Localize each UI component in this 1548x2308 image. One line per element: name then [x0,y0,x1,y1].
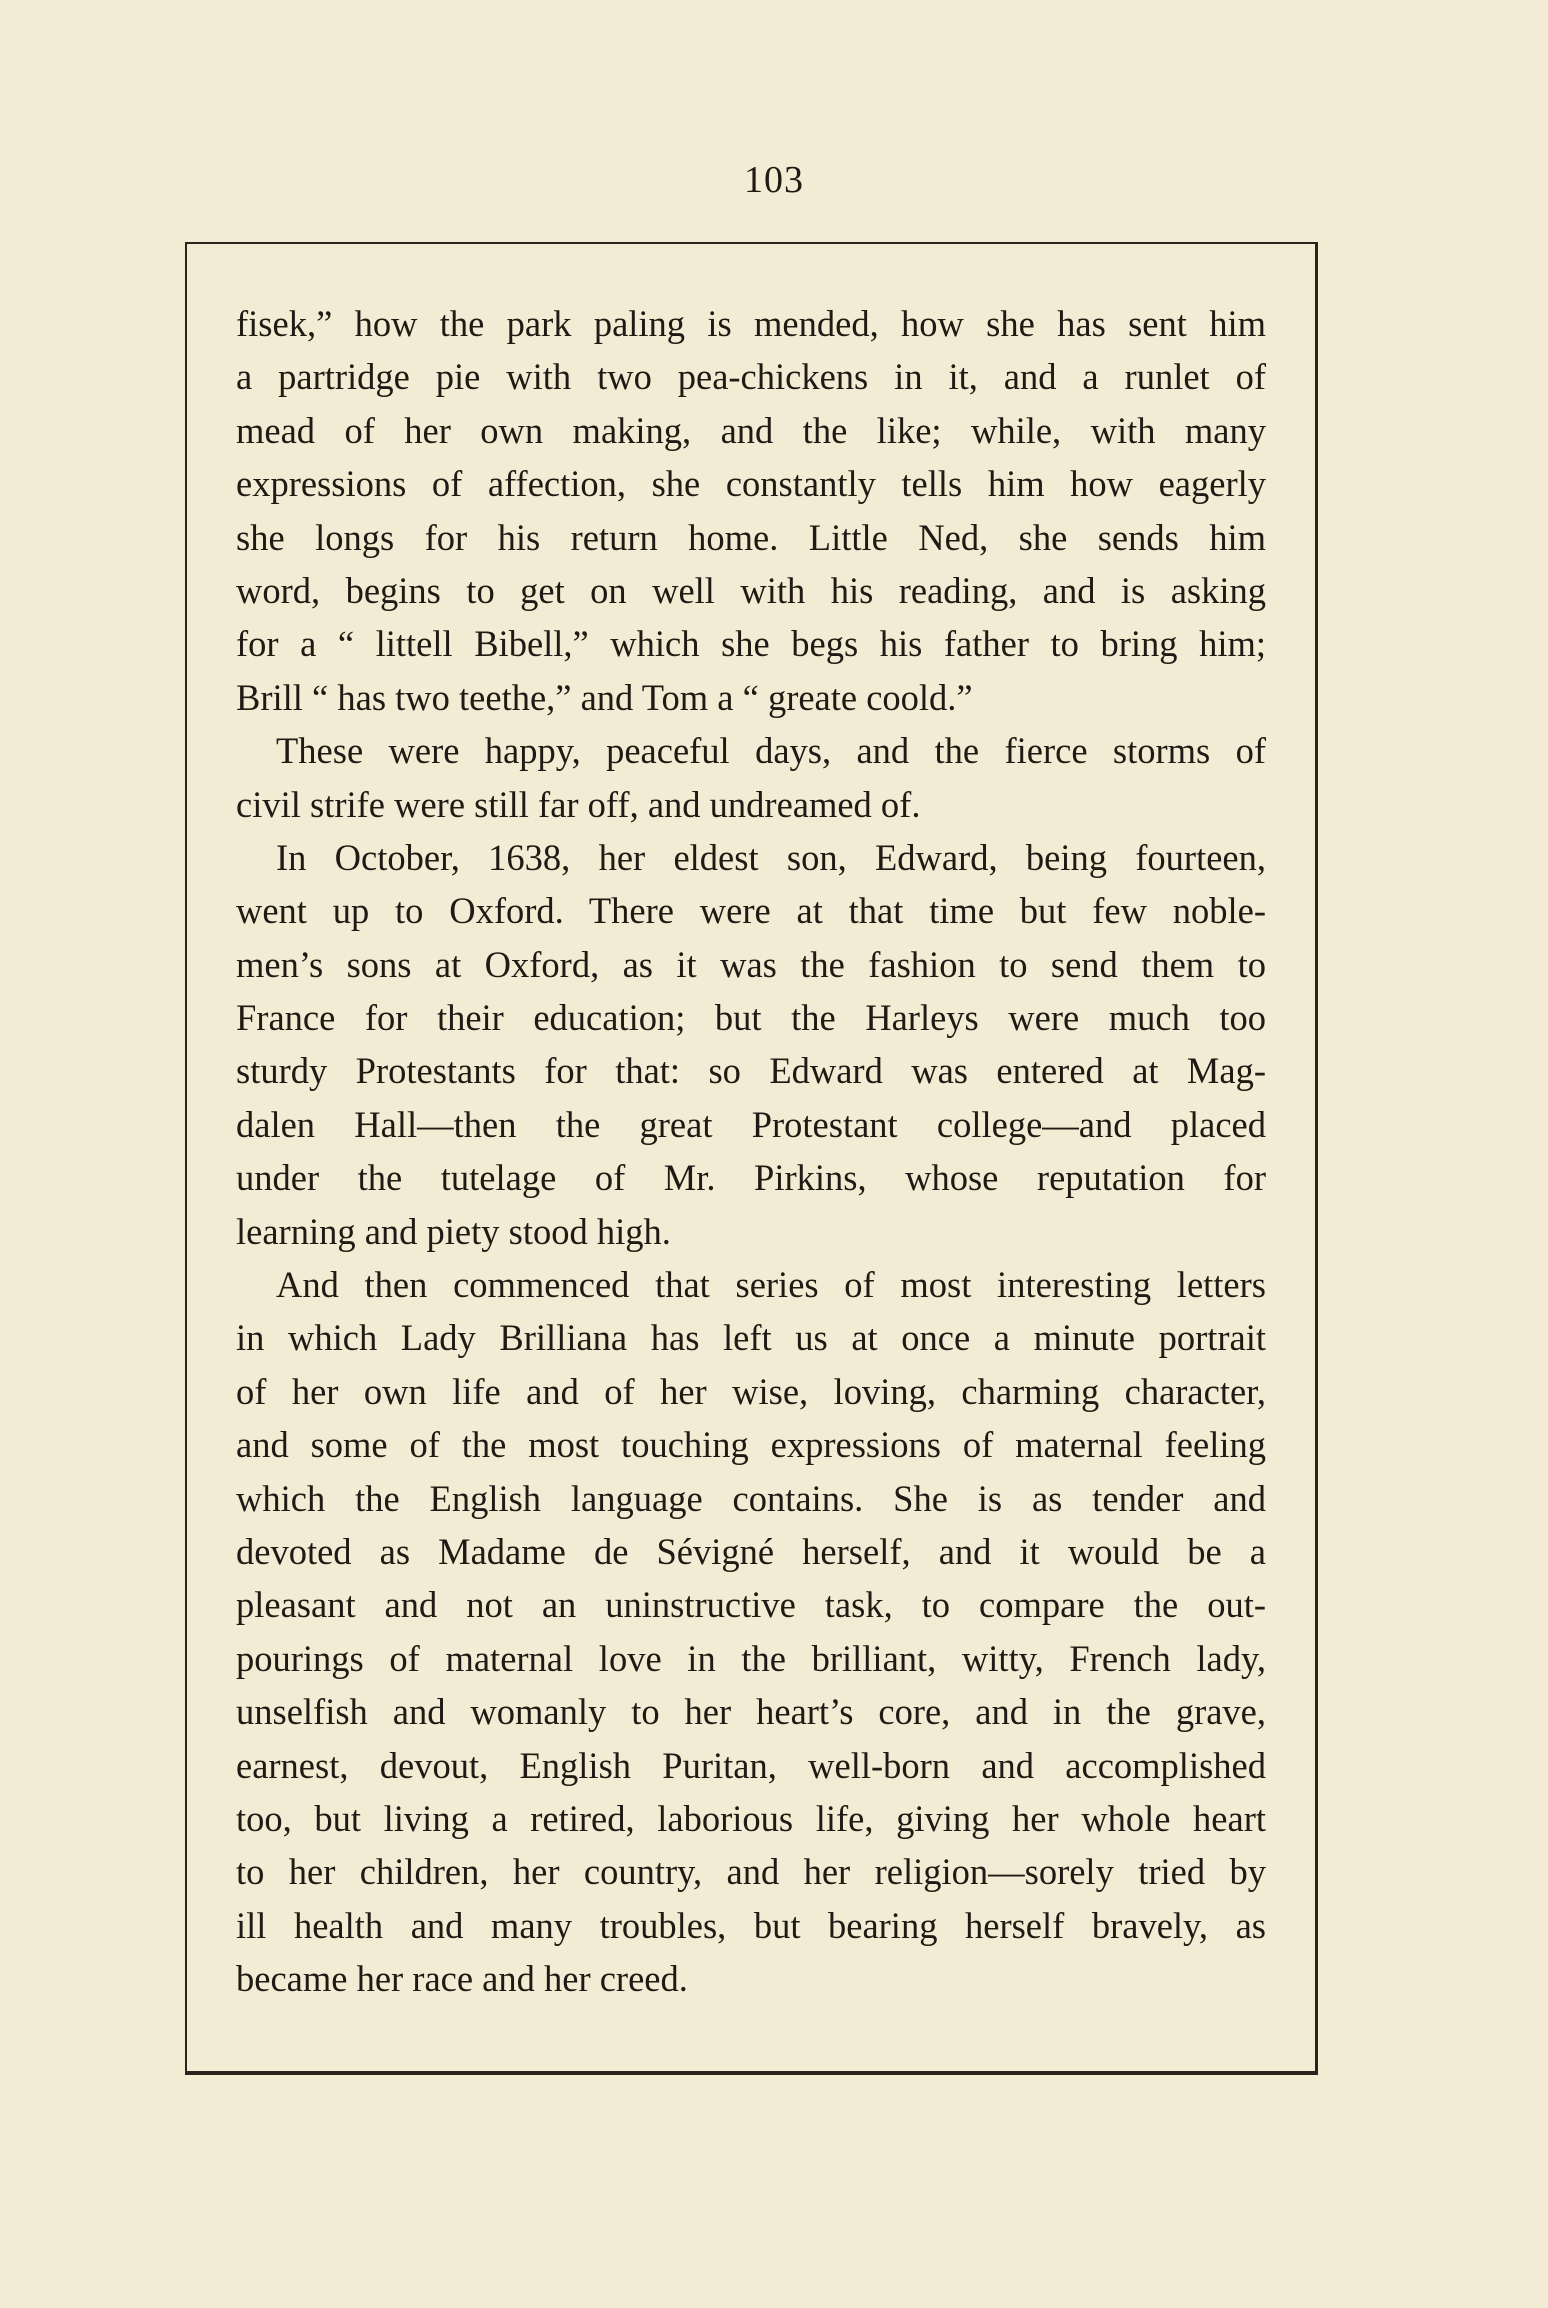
text-line: civil strife were still far off, and undreamed of. [236,783,921,825]
text-line: unselfish and womanly to her heart’s core, and in the grave, [236,1691,1266,1733]
text-line: pleasant and not an uninstructive task, to compare the out- [236,1584,1266,1626]
text-line: In October, 1638, her eldest son, Edward, being fourteen, [276,836,1266,878]
text-line: men’s sons at Oxford, as it was the fashion to send them to [236,943,1266,985]
text-line: under the tutelage of Mr. Pirkins, whose reputation for [236,1157,1266,1199]
text-line: in which Lady Brilliana has left us at once a minute portrait [236,1317,1266,1359]
text-line: for a “ littell Bibell,” which she begs his father to bring him; [236,623,1266,665]
text-line: expressions of affection, she constantly tells him how eagerly [236,463,1266,505]
text-line: France for their education; but the Harleys were much too [236,997,1266,1039]
text-line: became her race and her creed. [236,1958,688,2000]
text-line: mead of her own making, and the like; while, with many [236,409,1266,451]
text-line: These were happy, peaceful days, and the fierce storms of [276,730,1266,772]
text-line: of her own life and of her wise, loving, charming character, [236,1370,1266,1412]
text-line: Brill “ has two teethe,” and Tom a “ greate coold.” [236,676,973,718]
text-line: too, but living a retired, laborious life, giving her whole heart [236,1797,1266,1839]
body-text [236,297,1266,2006]
text-line: devoted as Madame de Sévigné herself, and it would be a [236,1530,1266,1572]
text-line: earnest, devout, English Puritan, well-born and accomplished [236,1744,1266,1786]
text-line: went up to Oxford. There were at that time but few noble- [236,890,1266,932]
text-line: dalen Hall—then the great Protestant college—and placed [236,1103,1266,1145]
text-line: she longs for his return home. Little Ned, she sends him [236,516,1266,558]
page-number: 103 [744,159,804,201]
text-line: And then commenced that series of most interesting letters [276,1264,1266,1306]
text-line: a partridge pie with two pea-chickens in it, and a runlet of [236,356,1266,398]
text-line: fisek,” how the park paling is mended, how she has sent him [236,303,1266,344]
text-line: sturdy Protestants for that: so Edward was entered at Mag- [236,1050,1266,1092]
text-line: learning and piety stood high. [236,1210,671,1252]
text-line: ill health and many troubles, but bearing herself bravely, as [236,1904,1266,1946]
text-line: pourings of maternal love in the brilliant, witty, French lady, [236,1637,1266,1679]
text-line: word, begins to get on well with his reading, and is asking [236,569,1266,611]
text-line: to her children, her country, and her religion—sorely tried by [236,1851,1266,1893]
text-line: and some of the most touching expressions of maternal feeling [236,1424,1266,1466]
text-line: which the English language contains. She is as tender and [236,1477,1266,1519]
